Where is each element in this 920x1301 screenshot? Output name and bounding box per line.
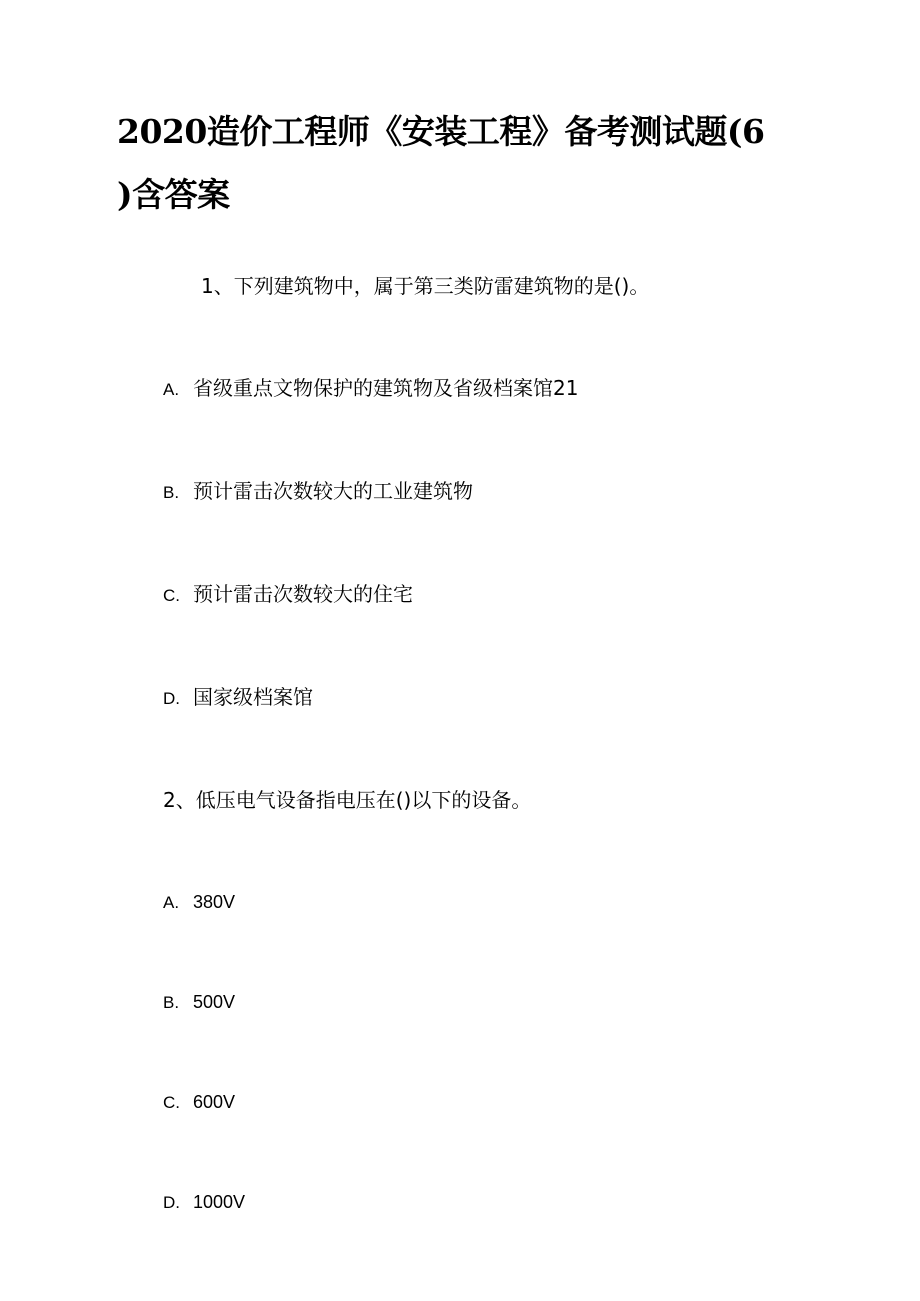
document-title-line-1: 2020造价工程师《安装工程》备考测试题(6 <box>117 112 765 151</box>
question-1-option-a <box>163 375 578 403</box>
question-2-text: 2、低压电气设备指电压在()以下的设备。 <box>163 788 532 812</box>
question-2-option-a <box>163 888 235 916</box>
option-text: 预计雷击次数较大的住宅 <box>193 582 413 606</box>
option-letter: D. <box>163 1193 180 1212</box>
option-letter: B. <box>163 993 180 1012</box>
option-letter: C. <box>163 1093 180 1112</box>
option-text: 380V <box>193 892 236 912</box>
option-letter: A. <box>163 380 180 399</box>
document-title-line-2: )含答案 <box>117 175 230 214</box>
option-text: 1000V <box>193 1192 246 1212</box>
question-1-option-c <box>163 581 413 609</box>
question-1-option-d <box>163 684 313 712</box>
question-2-option-b <box>163 988 235 1016</box>
option-text: 省级重点文物保护的建筑物及省级档案馆21 <box>193 376 579 400</box>
option-text: 预计雷击次数较大的工业建筑物 <box>193 479 473 503</box>
option-text: 500V <box>193 992 236 1012</box>
option-text: 国家级档案馆 <box>193 685 313 709</box>
option-letter: D. <box>163 689 180 708</box>
option-letter: C. <box>163 586 180 605</box>
option-text: 600V <box>193 1092 236 1112</box>
option-letter: B. <box>163 483 180 502</box>
question-2-option-d <box>163 1188 245 1216</box>
question-1-text: 1、下列建筑物中，属于第三类防雷建筑物的是()。 <box>201 274 650 298</box>
question-1-option-b <box>163 478 473 506</box>
question-2-option-c <box>163 1088 235 1116</box>
option-letter: A. <box>163 893 180 912</box>
